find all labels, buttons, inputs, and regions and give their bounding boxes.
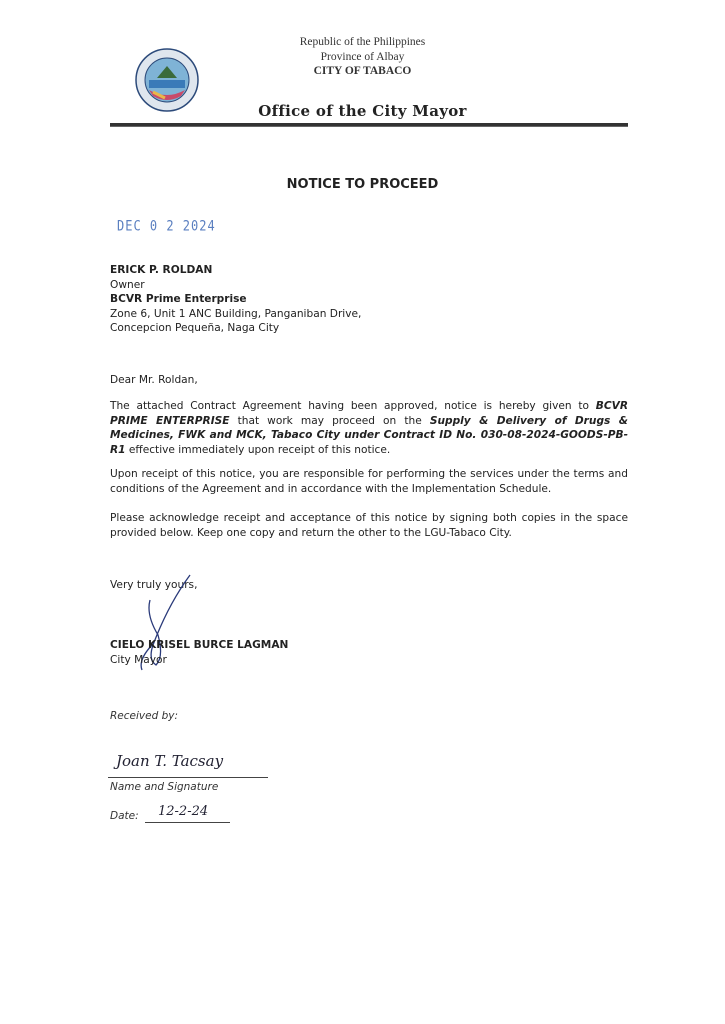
paragraph-1: [110, 399, 628, 457]
city-seal: [135, 48, 199, 112]
p1-text-1: The attached Contract Agreement having been approved, notice is hereby given to: [110, 400, 596, 412]
recipient-company: BCVR Prime Enterprise: [110, 293, 247, 305]
paragraph-3: Please acknowledge receipt and acceptance of this notice by signing both copies in the space provided below. Keep one copy and return the other to the LGU-Tabaco City.: [110, 512, 628, 539]
signatory-block: [110, 638, 628, 667]
recipient-signature: Joan T. Tacsay: [116, 752, 224, 770]
p1-project: Supply & Delivery of Drugs & Medicines, FWK and MCK, Tabaco City under Contract ID No. 030-08-2024-GOODS-PB-R1: [110, 414, 628, 456]
signature-line: [108, 777, 268, 778]
signatory-name: CIELO KRISEL BURCE LAGMAN: [110, 639, 289, 651]
date-value: 12-2-24: [158, 804, 209, 819]
date-stamp: DEC 0 2 2024: [117, 217, 216, 235]
province-line: Province of Albay: [320, 51, 405, 63]
name-signature-label: Name and Signature: [110, 781, 219, 793]
signatory-title: City Mayor: [110, 653, 167, 666]
city-line: CITY OF TABACO: [313, 65, 412, 77]
date-label: Date:: [110, 810, 139, 822]
p1-text-2: that work may proceed on the: [229, 414, 430, 427]
paragraph-2: Upon receipt of this notice, you are responsible for performing the services under the terms and conditions of the Agreement and in accordance with the Implementation Schedule.: [110, 468, 628, 495]
recipient-block: [110, 263, 628, 336]
recipient-address-2: Concepcion Pequeña, Naga City: [110, 322, 280, 334]
date-line: [145, 822, 230, 823]
p1-text-3: effective immediately upon receipt of this notice.: [125, 443, 391, 456]
p1-company: BCVR PRIME ENTERPRISE: [110, 400, 628, 427]
header-rule: [110, 123, 628, 127]
recipient-address-1: Zone 6, Unit 1 ANC Building, Panganiban Drive,: [110, 307, 362, 320]
closing: Very truly yours,: [110, 579, 198, 591]
salutation: Dear Mr. Roldan,: [110, 374, 198, 386]
document-title: NOTICE TO PROCEED: [286, 177, 439, 192]
office-heading: Office of the City Mayor: [258, 102, 467, 120]
republic-line: Republic of the Philippines: [299, 36, 426, 48]
received-by-label: Received by:: [110, 710, 178, 722]
recipient-name: ERICK P. ROLDAN: [110, 264, 213, 276]
recipient-position: Owner: [110, 278, 145, 291]
